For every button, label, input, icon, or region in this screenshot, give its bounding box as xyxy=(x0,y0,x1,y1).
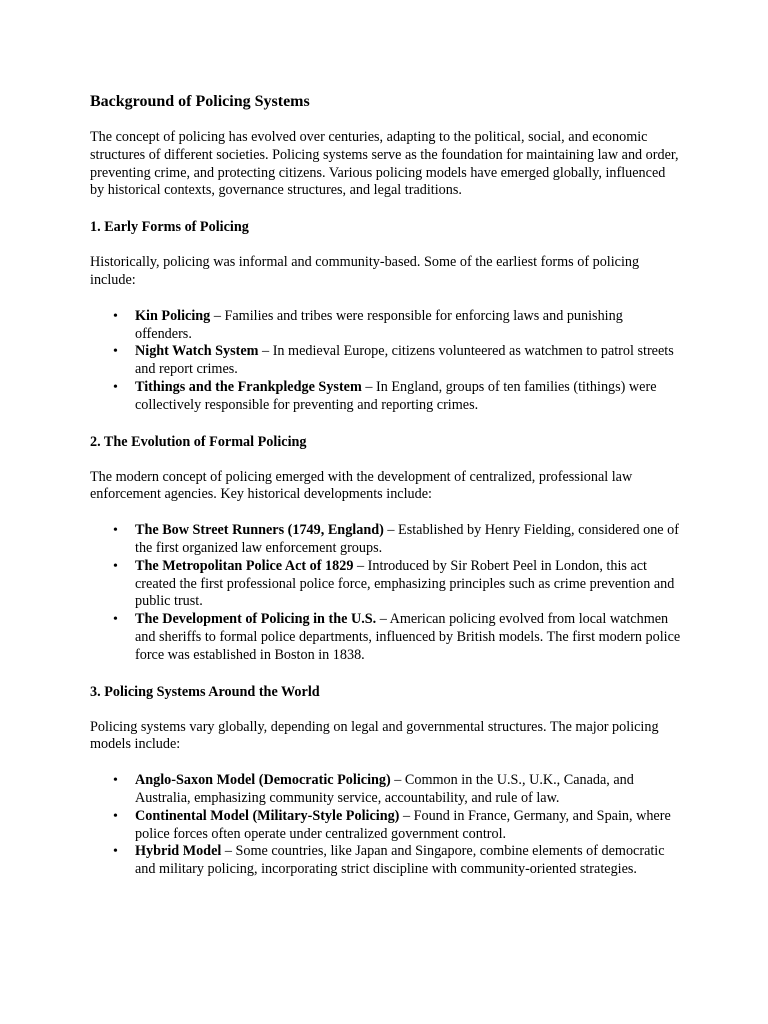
list-item xyxy=(135,772,682,808)
list-item xyxy=(135,808,682,844)
list-item xyxy=(135,611,682,664)
item-term: Hybrid Model xyxy=(135,843,222,860)
intro-paragraph: The concept of policing has evolved over centuries, adapting to the political, social, and economic structures of different societies. Policing systems serve as the foundation for maintaining law and order, preventing crime, and protecting citizens. Various policing models have emerged globally, influenced by historical contexts, governance structures, and legal traditions. xyxy=(90,129,679,199)
item-term: The Development of Policing in the U.S. xyxy=(135,611,377,628)
item-description: – Established by Henry Fielding, considered one of the first organized law enforcement groups. xyxy=(135,522,679,556)
section-formal-policing xyxy=(90,433,682,665)
item-term: The Metropolitan Police Act of 1829 xyxy=(135,557,354,574)
list-item xyxy=(135,558,682,611)
document-page xyxy=(90,92,682,897)
section-around-the-world xyxy=(90,683,682,879)
section-lead: The modern concept of policing emerged with the development of centralized, professional law enforcement agencies. Key historical developments include: xyxy=(90,468,633,503)
list-item xyxy=(135,308,682,344)
item-term: Kin Policing xyxy=(135,307,211,324)
section-heading: 3. Policing Systems Around the World xyxy=(90,683,320,700)
item-description: – In England, groups of ten families (tithings) were collectively responsible for preventing and reporting crimes. xyxy=(135,378,657,413)
bullet-list xyxy=(90,772,682,879)
item-term: Anglo-Saxon Model (Democratic Policing) xyxy=(135,772,391,789)
item-term: The Bow Street Runners (1749, England) xyxy=(135,522,384,539)
item-description: – Some countries, like Japan and Singapore, combine elements of democratic and military policing, incorporating strict discipline with community-oriented strategies. xyxy=(135,843,665,878)
list-item xyxy=(135,343,682,379)
document-title: Background of Policing Systems xyxy=(90,93,310,110)
section-lead: Policing systems vary globally, depending on legal and governmental structures. The major policing models include: xyxy=(90,718,659,753)
section-heading: 1. Early Forms of Policing xyxy=(90,219,249,236)
section-early-forms xyxy=(90,218,682,414)
item-term: Continental Model (Military-Style Policing) xyxy=(135,807,400,824)
item-description: – In medieval Europe, citizens volunteered as watchmen to patrol streets and report crimes. xyxy=(135,343,674,378)
bullet-list xyxy=(90,308,682,415)
list-item xyxy=(135,379,682,415)
item-term: Night Watch System xyxy=(135,343,259,360)
list-item xyxy=(135,522,682,558)
item-description: – Families and tribes were responsible for enforcing laws and punishing offenders. xyxy=(135,307,623,342)
bullet-list xyxy=(90,522,682,664)
section-heading: 2. The Evolution of Formal Policing xyxy=(90,433,307,450)
item-description: – American policing evolved from local watchmen and sheriffs to formal police departments, influenced by British models. The first modern police force was established in Boston in 1838. xyxy=(135,611,681,663)
item-description: – Introduced by Sir Robert Peel in London, this act created the first professional police force, emphasizing principles such as crime prevention and public trust. xyxy=(135,557,675,610)
section-lead: Historically, policing was informal and community-based. Some of the earliest forms of policing include: xyxy=(90,254,640,288)
item-term: Tithings and the Frankpledge System xyxy=(135,378,362,395)
list-item xyxy=(135,843,682,879)
item-description: – Found in France, Germany, and Spain, where police forces often operate under centralized government control. xyxy=(135,807,671,842)
item-description: – Common in the U.S., U.K., Canada, and Australia, emphasizing community service, accountability, and rule of law. xyxy=(135,772,634,806)
